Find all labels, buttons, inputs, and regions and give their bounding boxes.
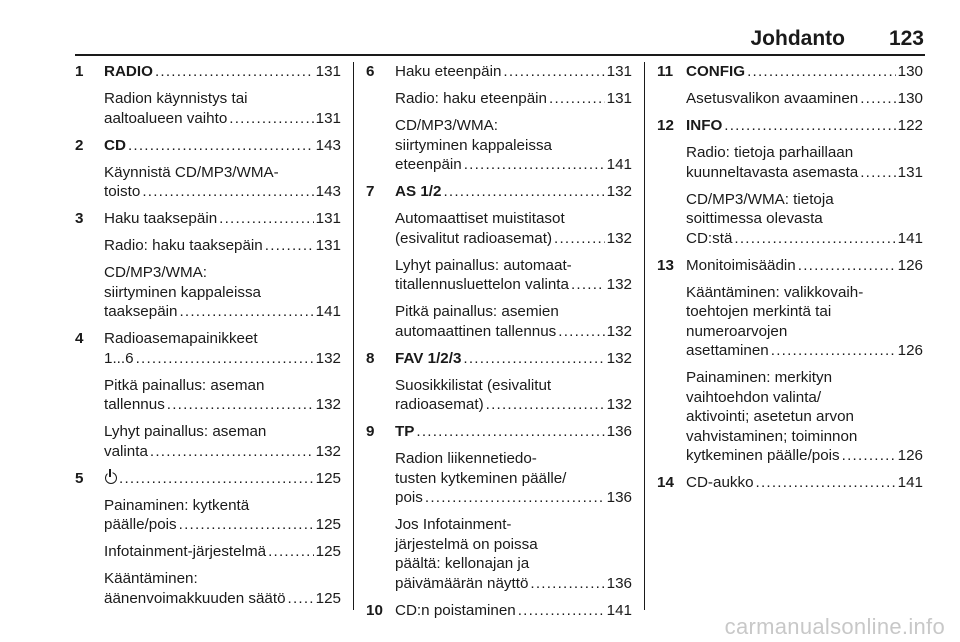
entry-body [395,422,632,442]
entry-text: CD/MP3/WMA: tietoja [686,190,834,208]
page-ref: 125 [315,543,341,560]
entry-text: Radio: tietoja parhaillaan [686,144,854,161]
sub-entry [104,376,341,415]
sub-entry [395,209,632,248]
entry-text: kytkeminen päälle/pois [686,447,840,464]
leader-dots [167,395,314,415]
page-ref: 141 [606,601,632,619]
dotted-line [686,341,923,361]
control-label: INFO [686,117,723,134]
entry-number: 3 [75,210,84,227]
page-ref: 131 [315,109,341,127]
entry-text: numeroarvojen [686,322,788,340]
leader-dots [416,422,604,442]
entry-text: äänenvoimakkuuden säätö [104,589,286,607]
entry-text: Automaattiset muistitasot [395,210,565,227]
leader-dots [179,302,313,322]
entry-number: 7 [366,183,375,200]
page-ref: 141 [315,303,341,320]
sub-entry [104,163,341,202]
sub-entry [395,256,632,295]
column-divider [353,62,354,610]
dotted-line [104,302,341,322]
entry-text: siirtyminen kappaleissa [395,136,553,154]
entry-number: 14 [657,474,674,491]
entry-number: 4 [75,330,84,347]
entry-body [686,116,923,136]
entry-text: Painaminen: merkityn [686,369,833,386]
entry-body [686,473,923,493]
entry-text: Radion liikennetiedo- [395,450,537,467]
entry-text: Haku taaksepäin [104,210,218,227]
page-ref: 131 [897,163,923,181]
entry-text: Haku eteenpäin [395,63,502,80]
leader-dots [288,589,314,609]
page-ref: 132 [606,322,632,340]
sub-entry [395,376,632,415]
index-entry [657,473,923,493]
page-ref: 126 [897,342,923,359]
entry-text: Lyhyt painallus: automaat- [395,256,572,274]
leader-dots [136,349,314,369]
entry-body [104,329,341,368]
dotted-line [686,229,923,249]
index-entry [657,116,923,136]
dotted-line [104,182,341,202]
entry-text: automaattinen tallennus [395,322,557,340]
leader-dots [756,473,896,493]
entry-number: 6 [366,63,375,80]
leader-dots [558,322,604,342]
entry-number: 1 [75,63,84,80]
control-label: RADIO [104,63,153,80]
sub-entry [104,263,341,322]
entry-text: Pitkä painallus: aseman [104,376,265,394]
leader-dots [463,349,604,369]
dotted-line [395,488,632,508]
leader-dots [571,275,605,295]
page-ref: 132 [606,349,632,367]
page-ref: 131 [606,63,632,80]
column-1 [75,62,341,610]
dotted-line [395,601,632,621]
entry-body [395,349,632,369]
page-ref: 131 [315,210,341,227]
dotted-line [395,322,632,342]
entry-text: Radioasemapainikkeet [104,330,258,347]
entry-number: 10 [366,601,383,619]
page-ref: 125 [315,589,341,607]
index-entry [657,62,923,82]
entry-text: järjestelmä on poissa [395,535,538,553]
leader-dots [443,182,604,202]
leader-dots [518,601,605,621]
entry-text: päivämäärän näyttö [395,574,529,592]
entry-text: Suosikkilistat (esivalitut [395,376,552,394]
page-ref: 132 [315,396,341,413]
leader-dots [150,442,314,462]
leader-dots [425,488,605,508]
index-entry [75,209,341,229]
entry-text: asettaminen [686,342,769,359]
entry-text: CD/MP3/WMA: [395,117,498,134]
page-ref: 136 [606,489,632,506]
dotted-line [104,542,341,562]
dotted-line [686,116,923,136]
entry-text: valinta [104,442,148,460]
sub-entry [395,515,632,593]
control-label: FAV 1/2/3 [395,349,462,367]
entry-number: 2 [75,136,84,154]
page-number: 123 [888,27,924,50]
sub-entry [104,422,341,461]
sub-entry [395,302,632,341]
dotted-line [104,442,341,462]
leader-dots [486,395,605,415]
entry-number: 9 [366,423,375,440]
leader-dots [503,62,604,82]
page-ref: 132 [315,349,341,367]
control-label: TP [395,423,415,440]
entry-text: 1...6 [104,349,134,367]
page-ref: 130 [897,90,923,107]
column-2 [366,62,632,619]
dotted-line [104,136,341,156]
dotted-line [395,62,632,82]
entry-text: Jos Infotainment- [395,516,512,533]
dotted-line [395,229,632,249]
dotted-line [104,349,341,369]
leader-dots [724,116,895,136]
entry-text: vahvistaminen; toiminnon [686,427,858,445]
dotted-line [104,515,341,535]
sub-entry [104,496,341,535]
page-ref: 132 [315,442,341,460]
page-ref: 132 [606,396,632,413]
leader-dots [265,236,314,256]
leader-dots [229,109,313,129]
control-label: AS 1/2 [395,183,442,200]
sub-entry [686,89,923,109]
entry-text: siirtyminen kappaleissa [104,283,262,301]
page-ref: 136 [606,423,632,440]
dotted-line [395,182,632,202]
dotted-line [104,236,341,256]
leader-dots [842,446,896,466]
entry-text: toehtojen merkintä tai [686,303,832,320]
entry-text: aaltoalueen vaihto [104,109,228,127]
entry-text: CD:stä [686,229,733,247]
entry-text: vaihtoehdon valinta/ [686,388,822,406]
leader-dots [771,341,896,361]
entry-text: Radion käynnistys tai [104,90,248,107]
index-entry [366,62,632,82]
column-divider [644,62,645,610]
entry-number: 5 [75,469,84,487]
entry-text: CD-aukko [686,474,754,491]
sub-entry [395,449,632,508]
page-ref: 125 [315,469,341,487]
leader-dots [464,155,605,175]
leader-dots [128,136,314,156]
dotted-line [395,275,632,295]
entry-number: 8 [366,349,375,367]
dotted-line [395,574,632,594]
dotted-line [395,395,632,415]
leader-dots [119,469,314,489]
entry-text: Painaminen: kytkentä [104,496,250,514]
dotted-line [104,395,341,415]
dotted-line [686,446,923,466]
entry-text: Käynnistä CD/MP3/WMA- [104,163,279,181]
entry-text: CD:n poistaminen [395,601,516,619]
control-label: CONFIG [686,63,746,80]
entry-text: Monitoimisäädin [686,256,796,274]
page-ref: 141 [897,474,923,491]
sub-entry [686,143,923,182]
page-ref: 132 [606,229,632,247]
leader-dots [155,62,314,82]
entry-number: 11 [657,63,674,80]
leader-dots [530,574,604,594]
dotted-line [104,469,341,489]
index-entry [657,256,923,276]
leader-dots [860,89,895,109]
entry-text: Asetusvalikon avaaminen [686,90,859,107]
dotted-line [395,89,632,109]
entry-text: tallennus [104,396,165,413]
sub-entry [686,190,923,249]
entry-body [686,256,923,276]
entry-text: eteenpäin [395,156,462,173]
page-ref: 143 [315,183,341,200]
dotted-line [104,62,341,82]
index-entry [366,182,632,202]
entry-body [104,209,341,229]
sub-entry [686,368,923,466]
entry-body [686,62,923,82]
sub-entry [104,542,341,562]
entry-text: titallennusluettelon valinta [395,276,569,293]
dotted-line [686,473,923,493]
leader-dots [747,62,896,82]
entry-text: radioasemat) [395,396,484,413]
entry-body [395,182,632,202]
page-ref: 143 [315,136,341,154]
dotted-line [395,155,632,175]
page-ref: 131 [606,90,632,107]
entry-text: Pitkä painallus: asemien [395,303,559,320]
dotted-line [686,256,923,276]
entry-body [395,601,632,621]
entry-text: kuunneltavasta asemasta [686,163,859,181]
entry-body [104,136,341,156]
dotted-line [686,163,923,183]
page-ref: 122 [897,117,923,134]
leader-dots [734,229,895,249]
index-entry [75,469,341,489]
entry-text: soittimessa olevasta [686,210,823,227]
page-ref: 132 [606,276,632,293]
sub-entry [104,236,341,256]
index-entry [366,422,632,442]
dotted-line [395,422,632,442]
page-ref: 125 [315,516,341,533]
page-ref: 130 [897,63,923,80]
page-ref: 141 [897,229,923,247]
entry-body [104,469,341,489]
page-ref: 136 [606,574,632,592]
entry-text: Kääntäminen: [104,570,198,587]
index-entry [75,62,341,82]
sub-entry [104,89,341,128]
index-entry [75,329,341,368]
entry-text: päälle/pois [104,516,177,533]
entry-body [395,62,632,82]
index-entry [366,349,632,369]
power-icon [105,472,117,484]
entry-number: 13 [657,256,674,274]
entry-text: päältä: kellonajan ja [395,555,530,572]
leader-dots [554,229,605,249]
entry-text: Radio: haku eteenpäin [395,90,547,107]
leader-dots [549,89,605,109]
dotted-line [395,349,632,369]
leader-dots [219,209,314,229]
page-ref: 126 [897,256,923,274]
leader-dots [179,515,314,535]
watermark: carmanualsonline.info [724,614,945,639]
entry-text: Infotainment-järjestelmä [104,543,267,560]
page-header [75,22,925,56]
dotted-line [104,209,341,229]
entry-number: 12 [657,117,674,134]
entry-text: aktivointi; asetetun arvon [686,408,855,425]
entry-text: Radio: haku taaksepäin [104,237,263,254]
header-title: Johdanto [750,27,845,50]
page-ref: 126 [897,447,923,464]
sub-entry [686,283,923,361]
leader-dots [142,182,313,202]
page-ref: 132 [606,183,632,200]
leader-dots [860,163,895,183]
entry-text: CD/MP3/WMA: [104,264,207,281]
sub-entry [395,116,632,175]
leader-dots [798,256,896,276]
entry-text: pois [395,489,423,506]
entry-body [104,62,341,82]
dotted-line [686,62,923,82]
index-entry [75,136,341,156]
control-label: CD [104,136,126,154]
entry-text: (esivalitut radioasemat) [395,229,552,247]
index-entry [366,601,632,621]
dotted-line [104,109,341,129]
entry-text: Lyhyt painallus: aseman [104,423,267,440]
dotted-line [686,89,923,109]
sub-entry [104,569,341,608]
sub-entry [395,89,632,109]
entry-text: taaksepäin [104,303,178,320]
page-ref: 131 [315,63,341,80]
entry-text: toisto [104,183,141,200]
page-ref: 141 [606,156,632,173]
leader-dots [268,542,314,562]
column-3 [657,62,923,610]
dotted-line [104,589,341,609]
page-ref: 131 [315,237,341,254]
entry-text: tusten kytkeminen päälle/ [395,469,567,487]
entry-text: Kääntäminen: valikkovaih- [686,283,864,301]
